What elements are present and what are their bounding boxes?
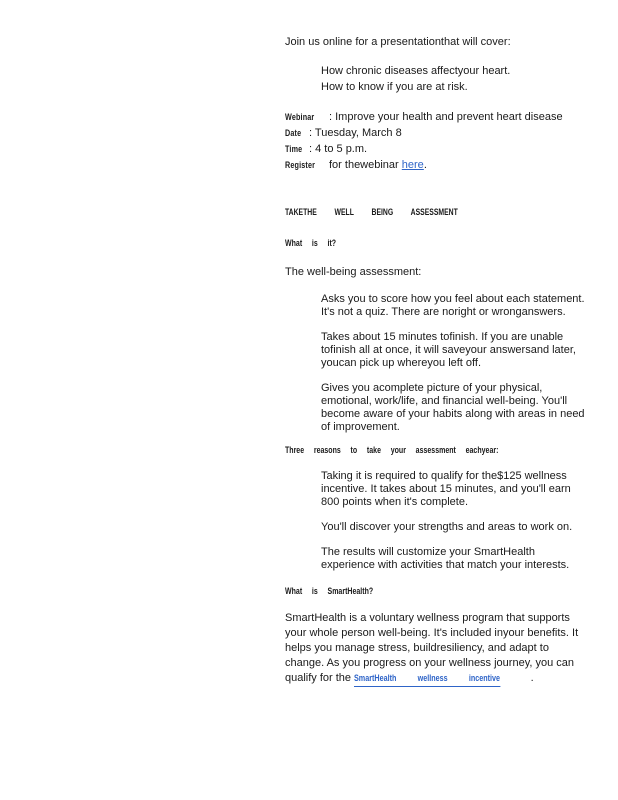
reasons-heading: Three reasons to take your assessment eachyear: xyxy=(285,445,499,455)
intro-text: Join us online for a presentationthat will cover: xyxy=(285,36,511,48)
smarthealth-heading: What is SmartHealth? xyxy=(285,586,374,596)
register-text: for thewebinar xyxy=(329,159,399,171)
reason-item: The results will customize your SmartHealth experience with activities that match your interests. xyxy=(321,546,570,571)
register-label: Register xyxy=(285,160,316,170)
reason-item: You'll discover your strengths and areas to work on. xyxy=(321,521,573,533)
smarthealth-incentive-link[interactable]: SmartHealth wellness incentive xyxy=(354,671,500,687)
webinar-value: : Improve your health and prevent heart disease xyxy=(329,111,563,123)
assessment-item: Asks you to score how you feel about each statement. It's not a quiz. There are noright or wronganswers. xyxy=(321,293,585,318)
date-label: Date xyxy=(285,128,302,138)
reason-item: Taking it is required to qualify for the$125 wellness incentive. It takes about 15 minutes, and you'll earn 800 points when it's complete. xyxy=(321,470,571,508)
smarthealth-body xyxy=(285,611,585,687)
time-value: : 4 to 5 p.m. xyxy=(309,143,368,155)
assessment-item: Gives you acomplete picture of your physical, emotional, work/life, and financial well-being. You'll become aware of your habits along with areas in need of improvement. xyxy=(321,382,585,433)
cover-item: How to know if you are at risk. xyxy=(321,81,468,93)
cover-item: How chronic diseases affectyour heart. xyxy=(321,65,511,77)
register-link[interactable]: here xyxy=(401,159,424,171)
assessment-item: Takes about 15 minutes tofinish. If you are unable tofinish all at once, it will saveyour answersand later, youcan pick up whereyou left off. xyxy=(321,331,576,369)
assessment-intro: The well-being assessment: xyxy=(285,266,422,278)
date-value: : Tuesday, March 8 xyxy=(309,127,402,139)
webinar-label: Webinar xyxy=(285,112,315,122)
event-details xyxy=(285,111,585,172)
smarthealth-end: . xyxy=(530,672,534,684)
register-end: . xyxy=(423,159,427,171)
section-heading: TAKETHE WELL BEING ASSESSMENT xyxy=(285,207,458,218)
document-body xyxy=(285,36,585,687)
what-is-it-heading: What is it? xyxy=(285,238,337,248)
time-label: Time xyxy=(285,144,303,154)
smarthealth-text: SmartHealth is a voluntary wellness program that supports your whole person well-being. It's included inyour benefits. It helps you manage stress, buildresiliency, and adapt to change. As you progress on your wellness journey, you can qualify for the xyxy=(285,612,579,684)
